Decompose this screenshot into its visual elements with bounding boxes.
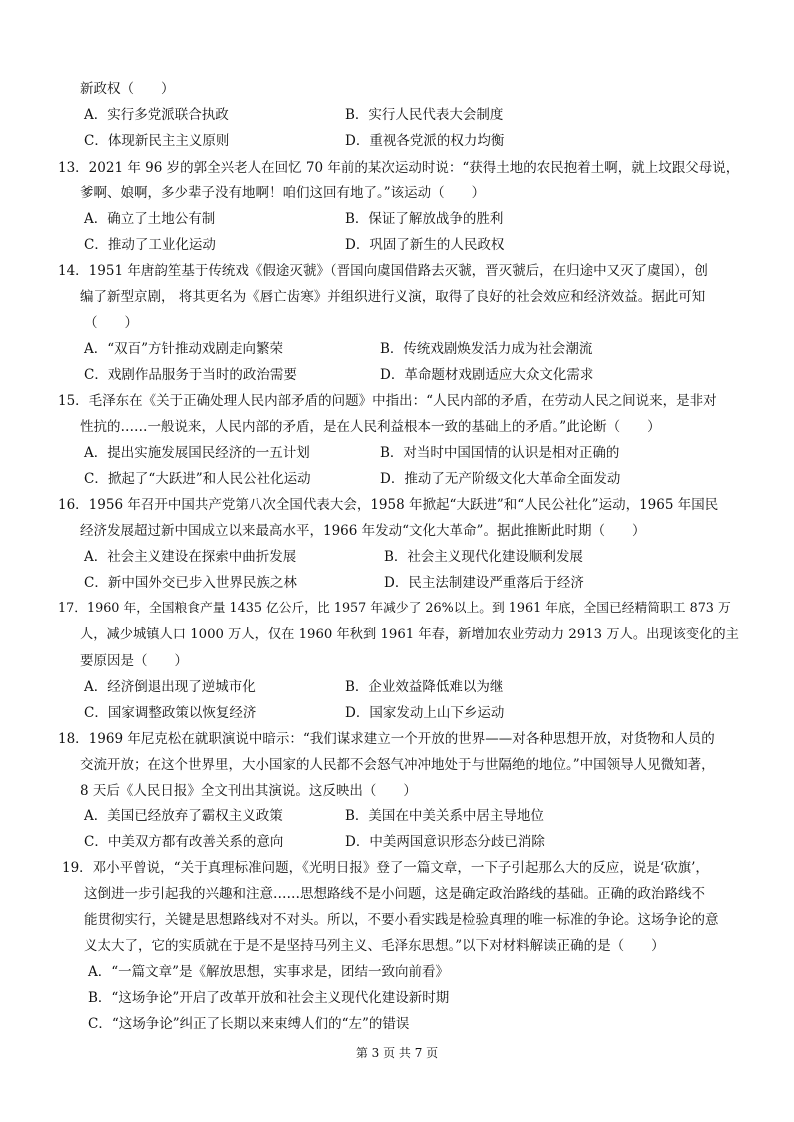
q12-option-a: A．实行多党派联合执政: [84, 107, 229, 123]
q18-option-d: D．中美两国意识形态分歧已消除: [345, 834, 545, 850]
q19-stem-line: 义太大了，它的实质就在于是不是坚持马列主义、毛泽东思想。”以下对材料解读正确的是（ ）: [84, 938, 665, 954]
q18-stem-line: 8 天后《人民日报》全文刊出其演说。这反映出（ ）: [80, 783, 417, 799]
q16-stem-line: 经济发展超过新中国成立以来最高水平，1966 年发动“文化大革命”。据此推断此时期（ ）: [80, 523, 646, 539]
q16-stem-line: 16．1956 年召开中国共产党第八次全国代表大会，1958 年掀起“大跃进”和“人民公社化”运动，1965 年国民: [58, 497, 719, 513]
q15-option-c: C．掀起了“大跃进”和人民公社化运动: [84, 471, 311, 487]
q14-option-a: A．“双百”方针推动戏剧走向繁荣: [84, 341, 284, 357]
q16-option-b: B．社会主义现代化建设顺利发展: [384, 549, 583, 565]
q19-stem-line: 19．邓小平曾说，“关于真理标准问题，《光明日报》登了一篇文章，一下子引起那么大的反应，说是‘砍旗’，: [62, 860, 709, 876]
page-number-footer: 第 3 页 共 7 页: [355, 1046, 439, 1060]
q13-stem-line: 13．2021 年 96 岁的郭全兴老人在回忆 70 年前的某次运动时说：“获得土地的农民抱着土啊，就上坟跟父母说，: [58, 160, 740, 176]
q12-option-b: B．实行人民代表大会制度: [345, 107, 504, 123]
q15-stem-line: 15．毛泽东在《关于正确处理人民内部矛盾的问题》中指出：“人民内部的矛盾，在劳动人民之间说来，是非对: [58, 393, 717, 409]
q12-stem-tail: 新政权（ ）: [80, 81, 175, 97]
q14-stem-line: 编了新型京剧， 将其更名为《唇亡齿寒》并组织进行义演，取得了良好的社会效应和经济效益。据此可知: [80, 289, 706, 305]
q18-option-b: B．美国在中美关系中居主导地位: [345, 808, 544, 824]
q19-option-c: C．“这场争论”纠正了长期以来束缚人们的“左”的错误: [88, 1016, 410, 1032]
q19-option-a: A．“一篇文章”是《解放思想，实事求是，团结一致向前看》: [88, 964, 450, 980]
q17-stem-line: 17．1960 年，全国粮食产量 1435 亿公斤，比 1957 年减少了 26%以上。到 1961 年底，全国已经精简职工 873 万: [58, 601, 731, 616]
q17-stem-line: 要原因是（ ）: [80, 653, 188, 669]
q12-option-c: C．体现新民主主义原则: [84, 133, 230, 149]
q18-stem-line: 交流开放；在这个世界里，大小国家的人民都不会怒气冲冲地处于与世隔绝的地位。”中国领导人见微知著，: [80, 757, 715, 773]
q18-option-c: C．中美双方都有改善关系的意向: [84, 834, 284, 850]
q17-option-d: D．国家发动上山下乡运动: [345, 705, 505, 721]
q13-option-b: B．保证了解放战争的胜利: [345, 211, 504, 227]
q14-option-b: B．传统戏剧焕发活力成为社会潮流: [380, 341, 593, 357]
q17-option-c: C．国家调整政策以恢复经济: [84, 705, 257, 721]
q15-option-b: B．对当时中国国情的认识是相对正确的: [380, 445, 620, 461]
q14-option-c: C．戏剧作品服务于当时的政治需要: [84, 367, 297, 383]
q14-stem-line: 14．1951 年唐韵笙基于传统戏《假途灭虢》（晋国向虞国借路去灭虢，晋灭虢后，在归途中又灭了虞国），创: [58, 263, 708, 279]
q13-option-a: A．确立了土地公有制: [84, 211, 216, 227]
q18-stem-line: 18．1969 年尼克松在就职演说中暗示：“我们谋求建立一个开放的世界——对各种思想开放，对货物和人员的: [58, 731, 715, 747]
q19-option-b: B．“这场争论”开启了改革开放和社会主义现代化建设新时期: [88, 990, 450, 1006]
q18-option-a: A．美国已经放弃了霸权主义政策: [84, 808, 283, 824]
q19-stem-line: 这倒进一步引起我的兴趣和注意……思想路线不是小问题，这是确定政治路线的基础。正确的政治路线不: [84, 886, 705, 902]
q15-option-d: D．推动了无产阶级文化大革命全面发动: [380, 471, 621, 487]
q15-stem-line: 性抗的……一般说来，人民内部的矛盾，是在人民利益根本一致的基础上的矛盾。”此论断（ ）: [80, 419, 661, 435]
q14-stem-line: （ ）: [84, 315, 138, 331]
q17-option-b: B．企业效益降低难以为继: [345, 679, 504, 695]
q17-option-a: A．经济倒退出现了逆城市化: [84, 679, 256, 695]
q14-option-d: D．革命题材戏剧适应大众文化需求: [380, 367, 594, 383]
q19-stem-line: 能贯彻实行，关键是思想路线对不对头。所以，不要小看实践是检验真理的唯一标准的争论。这场争论的意: [84, 912, 719, 928]
q12-option-d: D．重视各党派的权力均衡: [345, 133, 505, 149]
q15-option-a: A．提出实施发展国民经济的一五计划: [84, 445, 310, 461]
q13-option-d: D．巩固了新生的人民政权: [345, 237, 505, 253]
q16-option-c: C．新中国外交已步入世界民族之林: [84, 575, 297, 591]
q16-option-d: D．民主法制建设严重落后于经济: [384, 575, 584, 591]
q13-option-c: C．推动了工业化运动: [84, 237, 216, 253]
q17-stem-line: 人，减少城镇人口 1000 万人，仅在 1960 年秋到 1961 年春，新增加农业劳动力 2913 万人。出现该变化的主: [80, 627, 739, 642]
q16-option-a: A．社会主义建设在探索中曲折发展: [84, 549, 297, 565]
q13-stem-line: 爹啊、娘啊，多少辈子没有地啊！咱们这回有地了。”该运动（ ）: [80, 185, 486, 201]
